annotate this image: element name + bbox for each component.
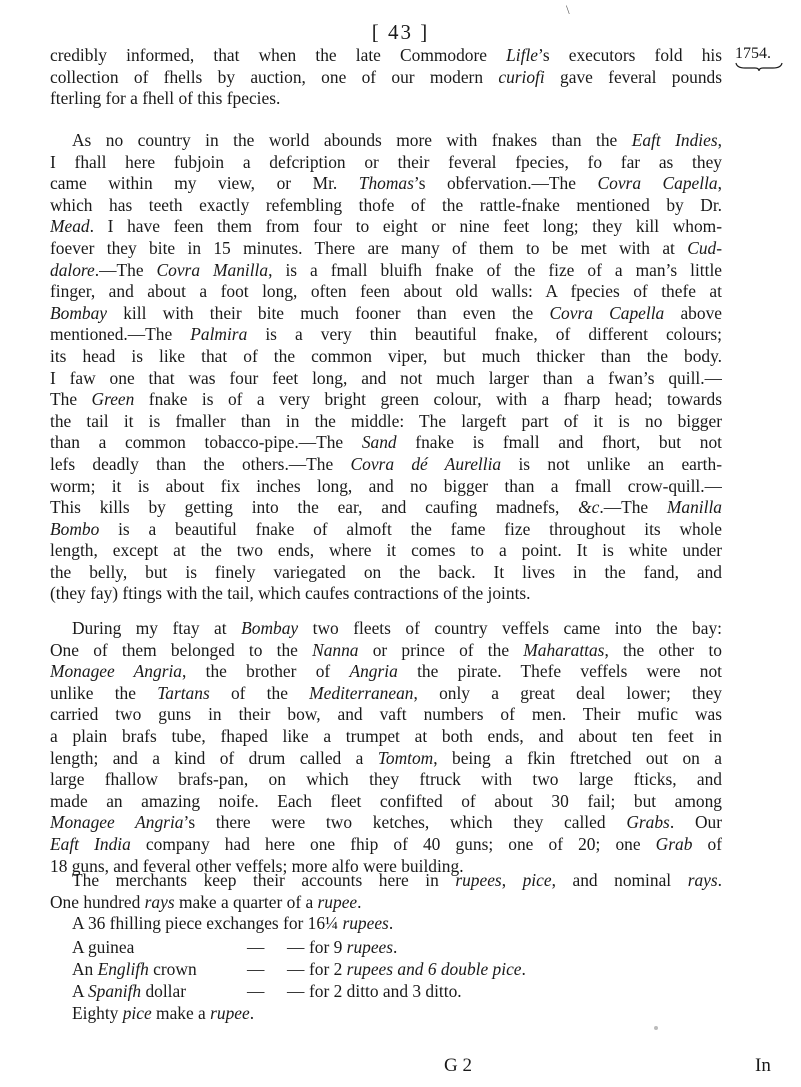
text-line: Mead. I have feen them from four to eight or nine feet long; they kill whom- bbox=[50, 216, 722, 237]
text-line: Eaft India company had here one fhip of 40 guns; one of 20; one Grab of bbox=[50, 833, 722, 854]
rate-row bbox=[72, 936, 526, 958]
text-line: During my ftay at Bombay two fleets of country veffels came into the bay: bbox=[72, 618, 722, 638]
text-line: I faw one that was four feet long, and not much larger than a fwan’s quill.— bbox=[50, 367, 722, 388]
rate-dash: — bbox=[287, 981, 305, 1001]
text-line: the tail it is fmaller than in the middle: The largeft part of it is no bigger bbox=[50, 410, 722, 431]
ink-blot-icon bbox=[650, 1022, 662, 1034]
corner-mark: \ bbox=[566, 2, 570, 17]
text-line: worm; it is about fix inches long, and no bigger than a fmall crow-quill.— bbox=[50, 475, 722, 496]
text-line: 18 guns, and feveral other veffels; more alfo were building. bbox=[50, 855, 464, 876]
text-line: unlike the Tartans of the Mediterranean, only a great deal lower; they bbox=[50, 682, 722, 703]
text-line: Bombay kill with their bite much fooner than even the Covra Capella above bbox=[50, 302, 722, 323]
margin-brace bbox=[735, 62, 783, 72]
text-line: its head is like that of the common viper, but much thicker than the body. bbox=[50, 345, 722, 366]
rate-row bbox=[72, 958, 526, 980]
text-line: One of them belonged to the Nanna or prince of the Maharattas, the other to bbox=[50, 639, 722, 660]
rate-item: A Spanifh dollar bbox=[72, 981, 187, 1001]
text-line: I fhall here fubjoin a defcription or their feveral fpecies, fo far as they bbox=[50, 151, 722, 172]
rate-value: for 2 rupees and 6 double pice. bbox=[309, 959, 526, 979]
text-line: As no country in the world abounds more with fnakes than the Eaft Indies, bbox=[72, 130, 722, 150]
text-line: A 36 fhilling piece exchanges for 16¼ rupees. bbox=[72, 913, 394, 934]
text-line: which has teeth exactly refembling thofe of the rattle-fnake mentioned by Dr. bbox=[50, 194, 722, 215]
rate-row bbox=[72, 980, 526, 1002]
signature-mark: G 2 bbox=[444, 1055, 472, 1076]
text-line: the belly, but is finely variegated on the back. It lives in the fand, and bbox=[50, 561, 722, 582]
text-line: foever they bite in 15 minutes. There are many of them to be met with at Cud- bbox=[50, 237, 722, 258]
rate-dash: — bbox=[247, 981, 265, 1001]
exchange-rates bbox=[72, 936, 526, 1024]
text-line: fterling for a fhell of this fpecies. bbox=[50, 88, 281, 109]
last-line bbox=[72, 1002, 526, 1024]
rate-item: An Englifh crown bbox=[72, 959, 197, 979]
paragraph-4 bbox=[50, 870, 722, 935]
rate-value: for 2 ditto and 3 ditto. bbox=[309, 981, 462, 1001]
text-line: credibly informed, that when the late Commodore Lifle’s executors fold his bbox=[50, 45, 722, 65]
text-line: Bombo is a beautiful fnake of almoft the fame fize throughout its whole bbox=[50, 518, 722, 539]
text-line: This kills by getting into the ear, and caufing madnefs, &c.—The Manilla bbox=[50, 497, 722, 518]
text-line: mentioned.—The Palmira is a very thin beautiful fnake, of different colours; bbox=[50, 324, 722, 345]
text-line: than a common tobacco-pipe.—The Sand fnake is fmall and fhort, but not bbox=[50, 432, 722, 453]
text-line: One hundred rays make a quarter of a rupee. bbox=[50, 891, 362, 912]
rate-dash: — bbox=[287, 959, 305, 979]
text-line: came within my view, or Mr. Thomas’s obfervation.—The Covra Capella, bbox=[50, 173, 722, 194]
page-number: [ 43 ] bbox=[371, 20, 430, 44]
margin-year: 1754. bbox=[735, 45, 771, 62]
text-line: Monagee Angria, the brother of Angria the pirate. Thefe veffels were not bbox=[50, 661, 722, 682]
text-line: finger, and about a foot long, often feen about old walls: A fpecies of thefe at bbox=[50, 281, 722, 302]
paragraph-3 bbox=[50, 618, 722, 877]
text-line: The merchants keep their accounts here in rupees, pice, and nominal rays. bbox=[72, 870, 722, 890]
text-line: collection of fhells by auction, one of our modern curiofi gave feveral pounds bbox=[50, 66, 722, 87]
text-line: length, except at the two ends, where it comes to a point. It is white under bbox=[50, 540, 722, 561]
text-line: length; and a kind of drum called a Tomtom, being a fkin ftretched out on a bbox=[50, 747, 722, 768]
text-line: carried two guns in their bow, and vaft numbers of men. Their mufic was bbox=[50, 704, 722, 725]
text-line: lefs deadly than the others.—The Covra dé Aurellia is not unlike an earth- bbox=[50, 453, 722, 474]
rate-dash: — bbox=[247, 937, 265, 957]
rate-dash: — bbox=[247, 959, 265, 979]
paragraph-1 bbox=[50, 45, 722, 110]
paragraph-2 bbox=[50, 130, 722, 605]
text-line: large fhallow brafs-pan, on which they ftruck with two large fticks, and bbox=[50, 769, 722, 790]
rate-dash: — bbox=[287, 937, 305, 957]
rate-item: A guinea bbox=[72, 937, 135, 957]
text-line: made an amazing noife. Each fleet confifted of about 30 fail; but among bbox=[50, 790, 722, 811]
text-line: (they fay) ftings with the tail, which caufes contractions of the joints. bbox=[50, 583, 531, 604]
rate-value: for 9 rupees. bbox=[309, 937, 398, 957]
rate-summary: Eighty pice make a rupee. bbox=[72, 1003, 255, 1023]
text-line: Monagee Angria’s there were two ketches, which they called Grabs. Our bbox=[50, 812, 722, 833]
catchword: In bbox=[755, 1055, 771, 1076]
text-line: The Green fnake is of a very bright green colour, with a fharp head; towards bbox=[50, 389, 722, 410]
text-line: a plain brafs tube, fhaped like a trumpet at both ends, and about ten feet in bbox=[50, 725, 722, 746]
text-line: dalore.—The Covra Manilla, is a fmall bluifh fnake of the fize of a man’s little bbox=[50, 259, 722, 280]
